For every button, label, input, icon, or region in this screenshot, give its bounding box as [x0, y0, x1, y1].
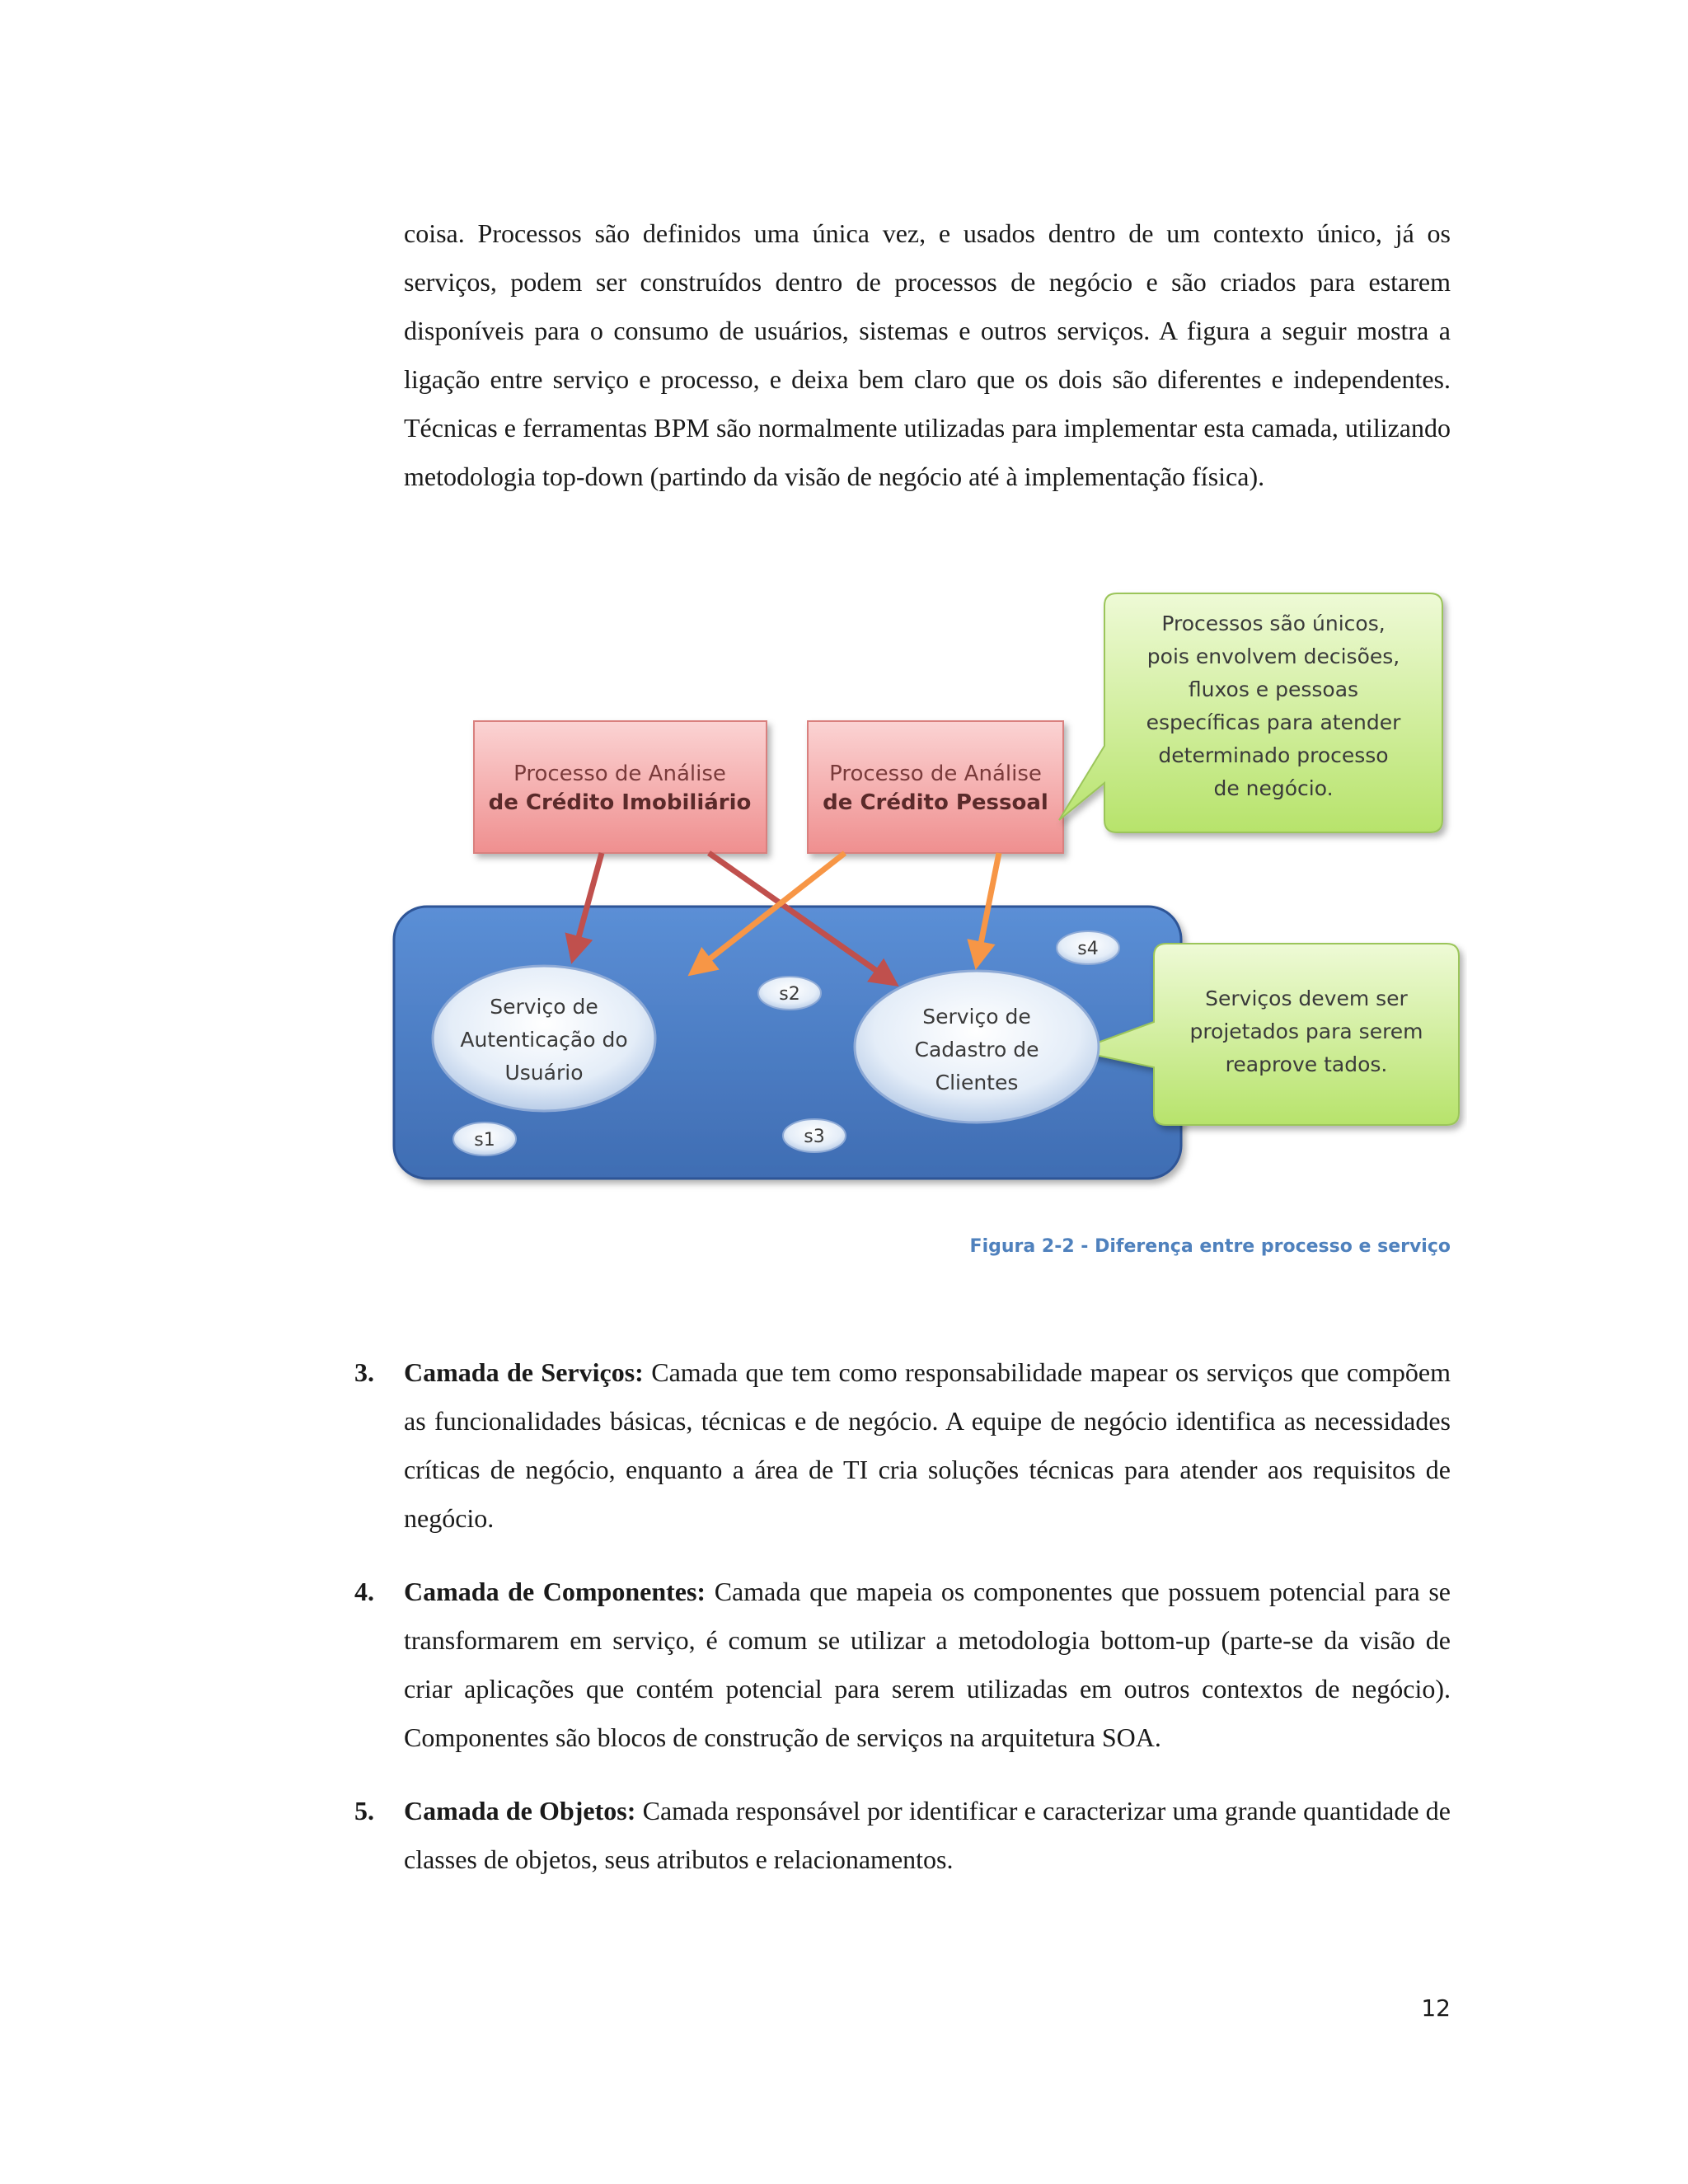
service-cadastro-clientes	[855, 971, 1099, 1122]
small-service-s3	[783, 1119, 846, 1152]
callout-processes-line-4: específicas para atender	[1146, 710, 1401, 734]
layer-number: 5.	[354, 1796, 374, 1825]
figure-diagram	[387, 585, 1467, 1195]
callout-processes-line-5: determinado processo	[1158, 743, 1389, 767]
layer-number: 4.	[354, 1577, 374, 1606]
layer-title: Camada de Objetos:	[404, 1796, 636, 1825]
service-clients-line-2: Cadastro de	[914, 1038, 1039, 1062]
callout-services-line-2: projetados para serem	[1189, 1019, 1423, 1043]
service-autenticacao-usuario	[433, 966, 655, 1111]
layer-number: 3.	[354, 1357, 374, 1387]
callout-processes-line-1: Processos são únicos,	[1161, 612, 1386, 635]
callout-services-line-1: Serviços devem ser	[1205, 987, 1408, 1010]
layer-list	[354, 1348, 1451, 1909]
process-1-line-2: de Crédito Imobiliário	[488, 790, 752, 815]
service-auth-line-1: Serviço de	[490, 995, 598, 1019]
process-box-credito-imobiliario	[474, 721, 767, 853]
layer-item-componentes	[354, 1568, 1451, 1762]
page-number: 12	[1421, 1994, 1451, 2022]
svg-text:s2: s2	[779, 984, 800, 1005]
layer-title: Camada de Serviços:	[404, 1357, 644, 1387]
small-service-s4	[1057, 931, 1119, 964]
intro-paragraph: coisa. Processos são definidos uma única vez, e usados dentro de um contexto único, já os serviços, podem ser construídos dentro de processos de negócio e são criados para estarem disponíveis para o consumo de usuários, sistemas e outros serviços. A figura a seguir mostra a ligação entre serviço e processo, e deixa bem claro que os dois são diferentes e independentes. Técnicas e ferramentas BPM são normalmente utilizadas para implementar esta camada, utilizando metodologia top-down (partindo da visão de negócio até à implementação física).	[404, 218, 1451, 491]
callout-processes-line-6: de negócio.	[1213, 776, 1334, 800]
callout-processes-line-3: fluxos e pessoas	[1188, 677, 1359, 701]
process-2-line-1: Processo de Análise	[829, 762, 1042, 786]
callout-processes-line-2: pois envolvem decisões,	[1146, 644, 1400, 668]
svg-text:s4: s4	[1077, 939, 1099, 959]
service-auth-line-2: Autenticação do	[460, 1028, 628, 1052]
callout-processes	[1059, 593, 1442, 832]
svg-text:s1: s1	[474, 1130, 495, 1151]
layer-item-servicos	[354, 1348, 1451, 1543]
figure-caption: Figura 2-2 - Diferença entre processo e serviço	[969, 1236, 1451, 1257]
callout-services-line-3: reaprove tados.	[1225, 1052, 1388, 1076]
layer-item-objetos	[354, 1787, 1451, 1884]
process-box-credito-pessoal	[808, 721, 1063, 853]
svg-text:s3: s3	[804, 1127, 825, 1147]
layer-description: Camada responsável por identificar e caracterizar uma grande quantidade de classes de objetos, seus atributos e relacionamentos.	[404, 1796, 1451, 1874]
service-clients-line-1: Serviço de	[922, 1005, 1031, 1029]
process-2-line-2: de Crédito Pessoal	[823, 790, 1048, 815]
small-service-s2	[758, 977, 821, 1010]
service-clients-line-3: Clientes	[935, 1071, 1019, 1094]
layer-title: Camada de Componentes:	[404, 1577, 706, 1606]
service-auth-line-3: Usuário	[504, 1061, 584, 1085]
process-service-figure	[387, 585, 1467, 1195]
layer-description: Camada que mapeia os componentes que possuem potencial para se transformarem em serviço, é comum se utilizar a metodologia bottom-up (parte-se da visão de criar aplicações que contém potencial para serem utilizadas em outros contextos de negócio). Componentes são blocos de construção de serviços na arquitetura SOA.	[404, 1577, 1451, 1752]
layer-description: Camada que tem como responsabilidade mapear os serviços que compõem as funcionalidades básicas, técnicas e de negócio. A equipe de negócio identifica as necessidades críticas de negócio, enquanto a área de TI cria soluções técnicas para atender aos requisitos de negócio.	[404, 1357, 1451, 1533]
process-1-line-1: Processo de Análise	[513, 762, 726, 786]
small-service-s1	[453, 1122, 516, 1155]
